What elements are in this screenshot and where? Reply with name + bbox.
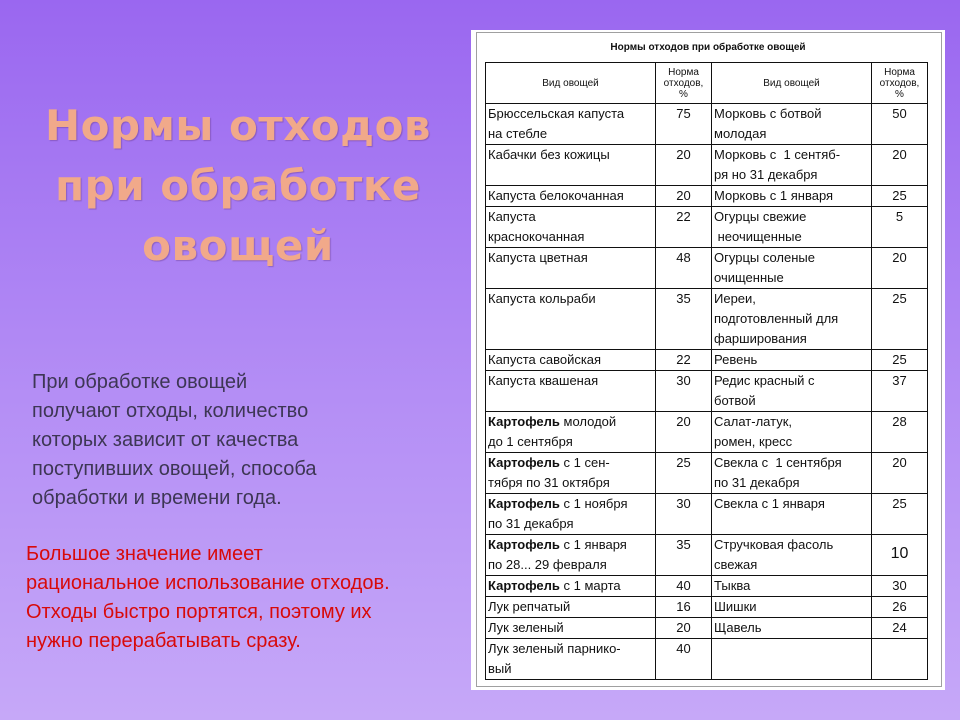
- waste-percent-cell: 20: [656, 186, 712, 207]
- vegetable-name-line: [488, 453, 653, 473]
- vegetable-name-line: Салат-латук,: [714, 414, 793, 429]
- vegetable-name-line: Иереи,: [714, 291, 756, 306]
- slide-title: [28, 96, 448, 276]
- vegetable-name-line: Щавель: [714, 620, 762, 635]
- waste-percent-cell: 30: [656, 494, 712, 535]
- vegetable-name-text: с 1 января: [559, 537, 627, 552]
- vegetable-name-text: по 31 декабря: [488, 516, 574, 531]
- waste-percent-cell: 20: [872, 145, 928, 186]
- vegetable-name-cell: [712, 371, 872, 412]
- waste-percent-cell: 40: [656, 639, 712, 680]
- table-row: [486, 350, 928, 371]
- header-norm-line: Норма: [884, 66, 915, 78]
- table-title: Нормы отходов при обработке овощей: [610, 42, 806, 53]
- table-row: [486, 248, 928, 289]
- waste-percent-cell: 25: [872, 494, 928, 535]
- vegetable-name-cell: [712, 186, 872, 207]
- waste-percent-cell: 26: [872, 597, 928, 618]
- vegetable-name-line: Редис красный с: [714, 373, 815, 388]
- scanned-table-image: [471, 30, 945, 690]
- waste-percent-cell: 22: [656, 350, 712, 371]
- header-kind: Вид овощей: [486, 63, 656, 104]
- vegetable-name-line: [488, 576, 653, 596]
- body-line: получают отходы, количество: [32, 400, 309, 422]
- vegetable-name-cell: [712, 145, 872, 186]
- vegetable-name-text: вый: [488, 661, 512, 676]
- table-body: [486, 104, 928, 680]
- waste-percent-cell: 48: [656, 248, 712, 289]
- body-line: которых зависит от качества: [32, 429, 299, 451]
- vegetable-name-line: [488, 494, 653, 514]
- waste-percent-cell: 20: [656, 618, 712, 639]
- header-norm-line: %: [895, 88, 904, 100]
- vegetable-name-line: [488, 124, 653, 144]
- vegetable-name-line: Стручковая фасоль: [714, 537, 834, 552]
- slide-title-line: Нормы отходов: [45, 101, 431, 150]
- vegetable-name-cell: [486, 104, 656, 145]
- vegetable-name-line: [488, 104, 653, 124]
- vegetable-name-bold: Картофель: [488, 537, 560, 552]
- table-header-row: [486, 63, 928, 104]
- vegetable-name-cell: [486, 145, 656, 186]
- table-row: [486, 494, 928, 535]
- vegetable-name-line: [488, 432, 653, 452]
- vegetable-name-cell: [486, 248, 656, 289]
- table-row: [486, 371, 928, 412]
- header-norm-line: отходов,: [879, 77, 920, 89]
- waste-percent-value: 10: [890, 545, 909, 562]
- vegetable-name-line: [488, 371, 653, 391]
- note-line: Отходы быстро портятся, поэтому их: [26, 601, 372, 623]
- vegetable-name-text: Капуста квашеная: [488, 373, 599, 388]
- waste-percent-cell: 20: [656, 145, 712, 186]
- vegetable-name-cell: [712, 597, 872, 618]
- vegetable-name-text: краснокочанная: [488, 229, 585, 244]
- waste-percent-cell: 37: [872, 371, 928, 412]
- table-row: [486, 597, 928, 618]
- vegetable-name-text: по 28... 29 февраля: [488, 557, 607, 572]
- vegetable-name-line: [488, 289, 653, 309]
- vegetable-name-line: [488, 412, 653, 432]
- header-norm: [656, 63, 712, 104]
- table-row: [486, 289, 928, 350]
- vegetable-name-cell: [486, 453, 656, 494]
- vegetable-name-line: [488, 535, 653, 555]
- slide-title-line: овощей: [142, 221, 334, 270]
- table-row: [486, 618, 928, 639]
- waste-percent-cell: 75: [656, 104, 712, 145]
- vegetable-name-line: [488, 514, 653, 534]
- note-line: нужно перерабатывать сразу.: [26, 630, 301, 652]
- note-line: рациональное использование отходов.: [26, 572, 390, 594]
- vegetable-name-cell: [486, 639, 656, 680]
- vegetable-name-text: молодой: [559, 414, 617, 429]
- table-row: [486, 207, 928, 248]
- vegetable-name-text: Брюссельская капуста: [488, 106, 625, 121]
- waste-percent-cell: 22: [656, 207, 712, 248]
- vegetable-name-line: Морковь с 1 января: [714, 188, 834, 203]
- waste-percent-cell: 30: [656, 371, 712, 412]
- vegetable-name-line: [488, 659, 653, 679]
- table-row: [486, 576, 928, 597]
- vegetable-name-line: Свекла с 1 сентября: [714, 455, 842, 470]
- vegetable-name-cell: [486, 186, 656, 207]
- waste-percent-cell: 20: [872, 453, 928, 494]
- vegetable-name-cell: [486, 618, 656, 639]
- waste-percent-cell: 25: [656, 453, 712, 494]
- waste-percent-cell: 50: [872, 104, 928, 145]
- vegetable-name-cell: [712, 289, 872, 350]
- vegetable-name-text: с 1 сен-: [559, 455, 610, 470]
- vegetable-name-line: [488, 227, 653, 247]
- vegetable-name-text: Капуста кольраби: [488, 291, 596, 306]
- vegetable-name-text: с 1 ноября: [559, 496, 628, 511]
- vegetable-name-cell: [712, 104, 872, 145]
- header-norm: [872, 63, 928, 104]
- vegetable-name-line: Ревень: [714, 352, 758, 367]
- header-kind: Вид овощей: [712, 63, 872, 104]
- header-norm-line: отходов,: [663, 77, 704, 89]
- vegetable-name-line: Огурцы свежие: [714, 209, 807, 224]
- vegetable-name-line: неочищенные: [714, 229, 802, 244]
- vegetable-name-line: по 31 декабря: [714, 475, 800, 490]
- table-row: [486, 639, 928, 680]
- vegetable-name-cell: [486, 576, 656, 597]
- vegetable-name-bold: Картофель: [488, 578, 560, 593]
- vegetable-name-line: ботвой: [714, 393, 756, 408]
- vegetable-name-cell: [486, 535, 656, 576]
- vegetable-name-cell: [712, 535, 872, 576]
- vegetable-name-text: Лук зеленый парнико-: [488, 641, 621, 656]
- vegetable-name-text: Лук зеленый: [488, 620, 564, 635]
- vegetable-name-cell: [712, 639, 872, 680]
- waste-percent-cell: 20: [872, 248, 928, 289]
- vegetable-name-text: на стебле: [488, 126, 548, 141]
- note-line: Большое значение имеет: [26, 543, 263, 565]
- waste-percent-cell: 20: [656, 412, 712, 453]
- table-row: [486, 186, 928, 207]
- vegetable-name-line: Тыква: [714, 578, 751, 593]
- waste-percent-cell: 5: [872, 207, 928, 248]
- vegetable-name-text: Кабачки без кожицы: [488, 147, 610, 162]
- vegetable-name-text: Капуста цветная: [488, 250, 588, 265]
- vegetable-name-line: [488, 207, 653, 227]
- vegetable-name-bold: Картофель: [488, 496, 560, 511]
- body-line: поступивших овощей, способа: [32, 458, 317, 480]
- vegetable-name-cell: [712, 350, 872, 371]
- note-paragraph: [26, 540, 466, 656]
- vegetable-name-cell: [486, 412, 656, 453]
- vegetable-name-line: [488, 145, 653, 165]
- waste-percent-cell: 35: [656, 535, 712, 576]
- slide-title-line: при обработке: [55, 161, 421, 210]
- waste-percent-cell: [872, 535, 928, 576]
- vegetable-name-cell: [712, 576, 872, 597]
- vegetable-name-line: ромен, кресс: [714, 434, 793, 449]
- vegetable-name-cell: [712, 412, 872, 453]
- vegetable-name-text: до 1 сентября: [488, 434, 573, 449]
- vegetable-name-text: Капуста белокочанная: [488, 188, 624, 203]
- body-line: При обработке овощей: [32, 371, 248, 393]
- vegetable-name-line: [488, 618, 653, 638]
- vegetable-name-line: свежая: [714, 557, 758, 572]
- vegetable-name-cell: [712, 248, 872, 289]
- table-row: [486, 453, 928, 494]
- vegetable-name-bold: Картофель: [488, 414, 560, 429]
- vegetable-name-cell: [486, 350, 656, 371]
- vegetable-name-cell: [486, 371, 656, 412]
- vegetable-name-bold: Картофель: [488, 455, 560, 470]
- vegetable-name-line: фарширования: [714, 331, 807, 346]
- waste-percent-cell: 30: [872, 576, 928, 597]
- vegetable-name-text: Капуста савойская: [488, 352, 602, 367]
- waste-percent-cell: 40: [656, 576, 712, 597]
- vegetable-name-text: тября по 31 октября: [488, 475, 610, 490]
- vegetable-name-text: Лук репчатый: [488, 599, 571, 614]
- vegetable-name-line: Шишки: [714, 599, 757, 614]
- vegetable-name-cell: [486, 494, 656, 535]
- vegetable-name-line: [488, 248, 653, 268]
- vegetable-name-cell: [712, 618, 872, 639]
- vegetable-name-line: [488, 473, 653, 493]
- table-row: [486, 104, 928, 145]
- waste-percent-cell: 25: [872, 186, 928, 207]
- waste-percent-cell: 28: [872, 412, 928, 453]
- vegetable-name-line: ря но 31 декабря: [714, 167, 818, 182]
- table-row: [486, 412, 928, 453]
- waste-percent-cell: 35: [656, 289, 712, 350]
- vegetable-name-cell: [712, 207, 872, 248]
- table-row: [486, 535, 928, 576]
- vegetable-name-line: очищенные: [714, 270, 784, 285]
- vegetable-name-line: [488, 350, 653, 370]
- vegetable-name-line: подготовленный для: [714, 311, 839, 326]
- waste-percent-cell: 16: [656, 597, 712, 618]
- vegetable-name-line: Огурцы соленые: [714, 250, 815, 265]
- vegetable-name-text: Капуста: [488, 209, 536, 224]
- vegetable-name-cell: [486, 207, 656, 248]
- body-paragraph: [32, 368, 432, 513]
- waste-percent-cell: 25: [872, 350, 928, 371]
- vegetable-name-text: с 1 марта: [559, 578, 621, 593]
- vegetable-name-line: Морковь с ботвой: [714, 106, 822, 121]
- waste-percent-cell: [872, 639, 928, 680]
- vegetable-name-line: Морковь с 1 сентяб-: [714, 147, 841, 162]
- vegetable-name-cell: [486, 289, 656, 350]
- vegetable-name-line: молодая: [714, 126, 767, 141]
- vegetable-name-line: Свекла с 1 января: [714, 496, 825, 511]
- header-norm-line: %: [679, 88, 688, 100]
- waste-percent-cell: 25: [872, 289, 928, 350]
- vegetable-name-line: [488, 555, 653, 575]
- vegetable-name-cell: [712, 453, 872, 494]
- vegetable-name-cell: [712, 494, 872, 535]
- waste-norms-table: [485, 62, 928, 680]
- vegetable-name-cell: [486, 597, 656, 618]
- waste-percent-cell: 24: [872, 618, 928, 639]
- vegetable-name-line: [488, 186, 653, 206]
- body-line: обработки и времени года.: [32, 487, 282, 509]
- vegetable-name-line: [488, 597, 653, 617]
- table-row: [486, 145, 928, 186]
- vegetable-name-line: [488, 639, 653, 659]
- header-norm-line: Норма: [668, 66, 699, 78]
